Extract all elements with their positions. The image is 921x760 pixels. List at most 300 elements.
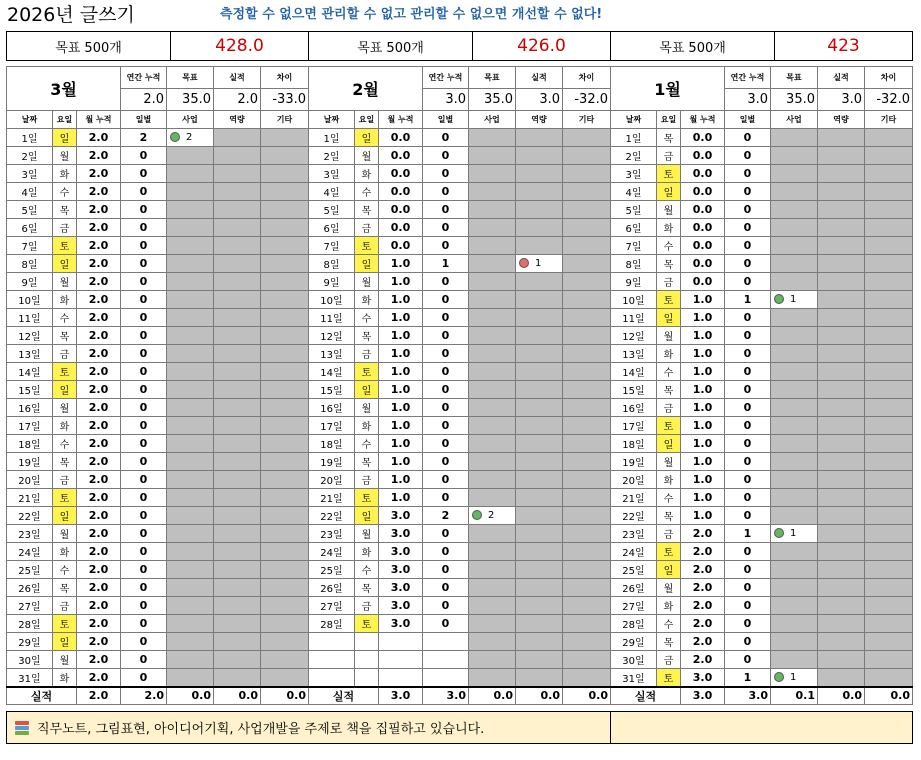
monthly-cell[interactable]: 2.0 (77, 129, 121, 147)
date-cell[interactable]: 26일 (611, 579, 657, 597)
empty-cell[interactable] (355, 633, 379, 651)
monthly-cell[interactable]: 3.0 (379, 561, 423, 579)
empty-cell[interactable] (469, 633, 516, 651)
weekday-cell[interactable]: 목 (657, 633, 681, 651)
other-cell[interactable] (261, 435, 309, 453)
daily-cell[interactable]: 1 (725, 525, 771, 543)
other-cell[interactable] (261, 381, 309, 399)
weekday-cell[interactable]: 목 (355, 327, 379, 345)
capability-cell[interactable] (516, 561, 563, 579)
daily-cell[interactable]: 0 (423, 237, 469, 255)
date-cell[interactable]: 31일 (611, 669, 657, 687)
daily-cell[interactable]: 0 (121, 525, 167, 543)
other-cell[interactable] (261, 651, 309, 669)
date-cell[interactable]: 18일 (309, 435, 355, 453)
weekday-cell[interactable]: 수 (657, 237, 681, 255)
capability-cell[interactable] (214, 291, 261, 309)
capability-cell[interactable] (214, 309, 261, 327)
daily-cell[interactable]: 0 (725, 327, 771, 345)
date-cell[interactable]: 1일 (7, 129, 53, 147)
empty-cell[interactable] (355, 651, 379, 669)
business-cell[interactable] (167, 651, 214, 669)
monthly-cell[interactable]: 0.0 (681, 237, 725, 255)
date-cell[interactable]: 8일 (7, 255, 53, 273)
weekday-cell[interactable]: 화 (53, 543, 77, 561)
business-cell[interactable] (771, 255, 818, 273)
date-cell[interactable]: 6일 (309, 219, 355, 237)
capability-cell[interactable] (818, 201, 865, 219)
other-cell[interactable] (563, 417, 611, 435)
weekday-cell[interactable]: 금 (355, 597, 379, 615)
business-cell[interactable] (771, 453, 818, 471)
date-cell[interactable]: 22일 (611, 507, 657, 525)
daily-cell[interactable]: 0 (121, 579, 167, 597)
monthly-cell[interactable]: 2.0 (77, 651, 121, 669)
weekday-cell[interactable]: 수 (355, 309, 379, 327)
other-cell[interactable] (563, 183, 611, 201)
monthly-cell[interactable]: 1.0 (681, 291, 725, 309)
daily-cell[interactable]: 0 (725, 579, 771, 597)
business-cell[interactable] (469, 399, 516, 417)
totals-capability[interactable]: 0.0 (214, 687, 261, 705)
capability-cell[interactable] (818, 579, 865, 597)
weekday-cell[interactable]: 월 (355, 525, 379, 543)
weekday-cell[interactable]: 수 (355, 561, 379, 579)
totals-business[interactable]: 0.0 (167, 687, 214, 705)
daily-cell[interactable]: 0 (725, 219, 771, 237)
capability-cell[interactable] (214, 345, 261, 363)
daily-cell[interactable]: 0 (423, 165, 469, 183)
daily-cell[interactable]: 0 (423, 327, 469, 345)
business-cell[interactable] (469, 165, 516, 183)
business-cell[interactable] (771, 417, 818, 435)
capability-cell[interactable] (516, 471, 563, 489)
business-cell[interactable] (771, 507, 818, 525)
daily-cell[interactable]: 0 (121, 327, 167, 345)
monthly-cell[interactable]: 2.0 (77, 525, 121, 543)
daily-cell[interactable]: 0 (121, 543, 167, 561)
monthly-cell[interactable]: 0.0 (681, 219, 725, 237)
monthly-cell[interactable]: 1.0 (379, 489, 423, 507)
monthly-cell[interactable]: 1.0 (379, 417, 423, 435)
daily-cell[interactable]: 0 (423, 489, 469, 507)
daily-cell[interactable]: 0 (725, 255, 771, 273)
weekday-cell[interactable]: 월 (53, 273, 77, 291)
other-cell[interactable] (261, 327, 309, 345)
monthly-cell[interactable]: 1.0 (681, 489, 725, 507)
other-cell[interactable] (261, 255, 309, 273)
date-cell[interactable]: 17일 (309, 417, 355, 435)
weekday-cell[interactable]: 일 (657, 183, 681, 201)
actual-value[interactable]: 3.0 (516, 89, 563, 111)
business-cell[interactable] (469, 489, 516, 507)
monthly-cell[interactable]: 1.0 (379, 273, 423, 291)
capability-cell[interactable] (214, 489, 261, 507)
weekday-cell[interactable]: 금 (355, 219, 379, 237)
date-cell[interactable]: 3일 (611, 165, 657, 183)
weekday-cell[interactable]: 화 (355, 291, 379, 309)
other-cell[interactable] (261, 525, 309, 543)
target-value[interactable]: 35.0 (771, 89, 818, 111)
weekday-cell[interactable]: 금 (657, 525, 681, 543)
weekday-cell[interactable]: 금 (53, 597, 77, 615)
business-cell[interactable] (771, 327, 818, 345)
weekday-cell[interactable]: 화 (657, 219, 681, 237)
capability-cell[interactable] (214, 507, 261, 525)
date-cell[interactable]: 11일 (7, 309, 53, 327)
business-cell[interactable] (469, 381, 516, 399)
empty-cell[interactable] (469, 669, 516, 687)
capability-cell[interactable] (818, 615, 865, 633)
date-cell[interactable]: 25일 (7, 561, 53, 579)
target-value[interactable]: 35.0 (167, 89, 214, 111)
annual-value[interactable]: 2.0 (121, 89, 167, 111)
capability-cell[interactable] (214, 183, 261, 201)
weekday-cell[interactable]: 월 (53, 651, 77, 669)
date-cell[interactable]: 15일 (611, 381, 657, 399)
weekday-cell[interactable]: 월 (657, 201, 681, 219)
other-cell[interactable] (563, 129, 611, 147)
other-cell[interactable] (865, 489, 913, 507)
date-cell[interactable]: 18일 (7, 435, 53, 453)
daily-cell[interactable]: 0 (121, 147, 167, 165)
weekday-cell[interactable]: 목 (355, 579, 379, 597)
date-cell[interactable]: 12일 (7, 327, 53, 345)
other-cell[interactable] (261, 201, 309, 219)
daily-cell[interactable]: 0 (423, 147, 469, 165)
daily-cell[interactable]: 0 (725, 489, 771, 507)
date-cell[interactable]: 17일 (7, 417, 53, 435)
monthly-cell[interactable]: 1.0 (379, 435, 423, 453)
other-cell[interactable] (865, 309, 913, 327)
business-cell[interactable] (167, 381, 214, 399)
date-cell[interactable]: 28일 (309, 615, 355, 633)
weekday-cell[interactable]: 목 (53, 201, 77, 219)
monthly-cell[interactable]: 1.0 (379, 471, 423, 489)
monthly-cell[interactable]: 2.0 (77, 543, 121, 561)
capability-cell[interactable] (516, 543, 563, 561)
weekday-cell[interactable]: 화 (657, 471, 681, 489)
capability-cell[interactable] (516, 309, 563, 327)
daily-cell[interactable]: 0 (725, 381, 771, 399)
monthly-cell[interactable]: 2.0 (77, 489, 121, 507)
business-cell[interactable] (771, 363, 818, 381)
weekday-cell[interactable]: 화 (657, 345, 681, 363)
business-cell[interactable] (167, 273, 214, 291)
capability-cell[interactable] (516, 201, 563, 219)
capability-cell[interactable] (214, 237, 261, 255)
date-cell[interactable]: 8일 (309, 255, 355, 273)
other-cell[interactable] (261, 219, 309, 237)
monthly-cell[interactable]: 2.0 (77, 669, 121, 687)
daily-cell[interactable]: 0 (423, 417, 469, 435)
date-cell[interactable]: 14일 (611, 363, 657, 381)
empty-cell[interactable] (423, 651, 469, 669)
capability-cell[interactable] (818, 417, 865, 435)
other-cell[interactable] (261, 489, 309, 507)
monthly-cell[interactable]: 1.0 (681, 345, 725, 363)
daily-cell[interactable]: 0 (725, 201, 771, 219)
monthly-cell[interactable]: 2.0 (681, 651, 725, 669)
daily-cell[interactable]: 0 (725, 273, 771, 291)
weekday-cell[interactable]: 수 (355, 435, 379, 453)
monthly-cell[interactable]: 1.0 (379, 363, 423, 381)
other-cell[interactable] (865, 381, 913, 399)
other-cell[interactable] (563, 471, 611, 489)
capability-cell[interactable] (516, 489, 563, 507)
monthly-cell[interactable]: 2.0 (77, 147, 121, 165)
date-cell[interactable]: 27일 (309, 597, 355, 615)
other-cell[interactable] (261, 345, 309, 363)
monthly-cell[interactable]: 3.0 (379, 579, 423, 597)
monthly-cell[interactable]: 0.0 (681, 147, 725, 165)
capability-cell[interactable] (818, 165, 865, 183)
weekday-cell[interactable]: 일 (53, 255, 77, 273)
weekday-cell[interactable]: 일 (657, 435, 681, 453)
other-cell[interactable] (563, 381, 611, 399)
daily-cell[interactable]: 0 (423, 381, 469, 399)
other-cell[interactable] (865, 165, 913, 183)
monthly-cell[interactable]: 0.0 (379, 237, 423, 255)
totals-business[interactable]: 0.0 (469, 687, 516, 705)
other-cell[interactable] (865, 129, 913, 147)
empty-cell[interactable] (563, 669, 611, 687)
date-cell[interactable]: 20일 (7, 471, 53, 489)
capability-cell[interactable] (818, 543, 865, 561)
capability-cell[interactable] (818, 129, 865, 147)
daily-cell[interactable]: 0 (121, 669, 167, 687)
weekday-cell[interactable]: 일 (657, 309, 681, 327)
date-cell[interactable]: 23일 (7, 525, 53, 543)
capability-cell[interactable] (818, 363, 865, 381)
other-cell[interactable] (865, 471, 913, 489)
daily-cell[interactable]: 0 (423, 615, 469, 633)
other-cell[interactable] (865, 255, 913, 273)
capability-cell[interactable] (214, 255, 261, 273)
monthly-cell[interactable]: 2.0 (77, 219, 121, 237)
date-cell[interactable]: 4일 (611, 183, 657, 201)
date-cell[interactable]: 13일 (611, 345, 657, 363)
business-cell[interactable] (771, 345, 818, 363)
date-cell[interactable]: 2일 (309, 147, 355, 165)
business-cell[interactable] (771, 471, 818, 489)
capability-cell[interactable] (818, 273, 865, 291)
business-cell[interactable] (167, 579, 214, 597)
monthly-cell[interactable]: 2.0 (681, 615, 725, 633)
daily-cell[interactable]: 0 (121, 201, 167, 219)
date-cell[interactable]: 24일 (611, 543, 657, 561)
business-cell[interactable] (469, 615, 516, 633)
daily-cell[interactable]: 0 (423, 561, 469, 579)
daily-cell[interactable]: 0 (725, 435, 771, 453)
date-cell[interactable]: 20일 (611, 471, 657, 489)
daily-cell[interactable]: 0 (423, 435, 469, 453)
date-cell[interactable]: 6일 (611, 219, 657, 237)
business-cell[interactable] (771, 525, 818, 543)
capability-cell[interactable] (214, 129, 261, 147)
capability-cell[interactable] (818, 561, 865, 579)
business-cell[interactable] (469, 363, 516, 381)
monthly-cell[interactable]: 2.0 (77, 273, 121, 291)
daily-cell[interactable]: 0 (725, 417, 771, 435)
footer-empty-cell[interactable] (611, 712, 912, 743)
weekday-cell[interactable]: 수 (53, 309, 77, 327)
business-cell[interactable] (469, 471, 516, 489)
capability-cell[interactable] (214, 417, 261, 435)
daily-cell[interactable]: 0 (121, 291, 167, 309)
other-cell[interactable] (865, 543, 913, 561)
daily-cell[interactable]: 0 (121, 597, 167, 615)
other-cell[interactable] (865, 633, 913, 651)
date-cell[interactable]: 5일 (7, 201, 53, 219)
weekday-cell[interactable]: 화 (53, 291, 77, 309)
totals-other[interactable]: 0.0 (865, 687, 913, 705)
business-cell[interactable] (167, 489, 214, 507)
other-cell[interactable] (865, 201, 913, 219)
date-cell[interactable]: 7일 (7, 237, 53, 255)
other-cell[interactable] (261, 507, 309, 525)
date-cell[interactable]: 24일 (7, 543, 53, 561)
weekday-cell[interactable]: 일 (355, 507, 379, 525)
weekday-cell[interactable]: 토 (53, 237, 77, 255)
business-cell[interactable] (771, 669, 818, 687)
weekday-cell[interactable]: 토 (657, 543, 681, 561)
capability-cell[interactable] (214, 201, 261, 219)
goal-value-march[interactable]: 428.0 (171, 32, 309, 60)
capability-cell[interactable] (818, 309, 865, 327)
goal-value-january[interactable]: 423 (827, 36, 860, 56)
other-cell[interactable] (563, 309, 611, 327)
date-cell[interactable]: 14일 (7, 363, 53, 381)
business-cell[interactable] (167, 615, 214, 633)
weekday-cell[interactable]: 토 (355, 489, 379, 507)
other-cell[interactable] (261, 273, 309, 291)
monthly-cell[interactable]: 2.0 (77, 363, 121, 381)
capability-cell[interactable] (516, 327, 563, 345)
capability-cell[interactable] (818, 435, 865, 453)
monthly-cell[interactable]: 2.0 (77, 183, 121, 201)
weekday-cell[interactable]: 화 (355, 417, 379, 435)
weekday-cell[interactable]: 토 (53, 489, 77, 507)
date-cell[interactable]: 31일 (7, 669, 53, 687)
other-cell[interactable] (865, 561, 913, 579)
capability-cell[interactable] (214, 399, 261, 417)
weekday-cell[interactable]: 토 (355, 615, 379, 633)
annual-value[interactable]: 3.0 (725, 89, 771, 111)
daily-cell[interactable]: 0 (121, 633, 167, 651)
daily-cell[interactable]: 0 (423, 183, 469, 201)
date-cell[interactable]: 11일 (611, 309, 657, 327)
daily-cell[interactable]: 0 (121, 237, 167, 255)
capability-cell[interactable] (516, 165, 563, 183)
monthly-cell[interactable]: 1.0 (681, 417, 725, 435)
business-cell[interactable] (469, 345, 516, 363)
capability-cell[interactable] (516, 291, 563, 309)
other-cell[interactable] (865, 507, 913, 525)
daily-cell[interactable]: 0 (725, 615, 771, 633)
business-cell[interactable] (771, 489, 818, 507)
capability-cell[interactable] (214, 453, 261, 471)
monthly-cell[interactable]: 1.0 (379, 345, 423, 363)
capability-cell[interactable] (818, 489, 865, 507)
daily-cell[interactable]: 0 (121, 399, 167, 417)
actual-value[interactable]: 2.0 (214, 89, 261, 111)
date-cell[interactable]: 16일 (7, 399, 53, 417)
weekday-cell[interactable]: 월 (657, 327, 681, 345)
monthly-cell[interactable]: 0.0 (681, 255, 725, 273)
daily-cell[interactable]: 0 (725, 633, 771, 651)
totals-other[interactable]: 0.0 (563, 687, 611, 705)
monthly-cell[interactable]: 2.0 (77, 165, 121, 183)
other-cell[interactable] (261, 669, 309, 687)
capability-cell[interactable] (818, 669, 865, 687)
date-cell[interactable]: 16일 (611, 399, 657, 417)
date-cell[interactable]: 16일 (309, 399, 355, 417)
business-cell[interactable] (167, 201, 214, 219)
date-cell[interactable]: 4일 (309, 183, 355, 201)
monthly-cell[interactable]: 0.0 (681, 273, 725, 291)
monthly-cell[interactable]: 1.0 (379, 381, 423, 399)
monthly-cell[interactable]: 0.0 (379, 165, 423, 183)
date-cell[interactable]: 19일 (611, 453, 657, 471)
capability-cell[interactable] (214, 633, 261, 651)
capability-cell[interactable] (214, 147, 261, 165)
other-cell[interactable] (865, 363, 913, 381)
monthly-cell[interactable]: 2.0 (77, 615, 121, 633)
capability-cell[interactable] (516, 363, 563, 381)
weekday-cell[interactable]: 월 (355, 399, 379, 417)
capability-cell[interactable] (818, 651, 865, 669)
other-cell[interactable] (865, 327, 913, 345)
weekday-cell[interactable]: 토 (53, 363, 77, 381)
business-cell[interactable] (469, 309, 516, 327)
daily-cell[interactable]: 0 (121, 435, 167, 453)
monthly-cell[interactable]: 2.0 (77, 633, 121, 651)
business-cell[interactable] (167, 345, 214, 363)
capability-cell[interactable] (214, 165, 261, 183)
capability-cell[interactable] (516, 435, 563, 453)
weekday-cell[interactable]: 화 (657, 597, 681, 615)
weekday-cell[interactable]: 목 (53, 453, 77, 471)
daily-cell[interactable]: 0 (725, 345, 771, 363)
business-cell[interactable] (167, 507, 214, 525)
business-cell[interactable] (771, 129, 818, 147)
business-cell[interactable] (771, 273, 818, 291)
daily-cell[interactable]: 0 (121, 183, 167, 201)
date-cell[interactable]: 1일 (611, 129, 657, 147)
daily-cell[interactable]: 0 (423, 129, 469, 147)
weekday-cell[interactable]: 수 (53, 435, 77, 453)
weekday-cell[interactable]: 토 (53, 615, 77, 633)
daily-cell[interactable]: 0 (121, 309, 167, 327)
date-cell[interactable]: 19일 (309, 453, 355, 471)
other-cell[interactable] (563, 273, 611, 291)
totals-capability[interactable]: 0.0 (818, 687, 865, 705)
daily-cell[interactable]: 0 (423, 273, 469, 291)
weekday-cell[interactable]: 월 (657, 453, 681, 471)
daily-cell[interactable]: 0 (423, 399, 469, 417)
daily-cell[interactable]: 0 (121, 417, 167, 435)
weekday-cell[interactable]: 화 (53, 669, 77, 687)
other-cell[interactable] (563, 201, 611, 219)
daily-cell[interactable]: 0 (725, 147, 771, 165)
weekday-cell[interactable]: 목 (355, 453, 379, 471)
monthly-cell[interactable]: 2.0 (77, 561, 121, 579)
daily-cell[interactable]: 1 (423, 255, 469, 273)
other-cell[interactable] (865, 525, 913, 543)
empty-cell[interactable] (309, 669, 355, 687)
totals-daily[interactable]: 3.0 (423, 687, 469, 705)
